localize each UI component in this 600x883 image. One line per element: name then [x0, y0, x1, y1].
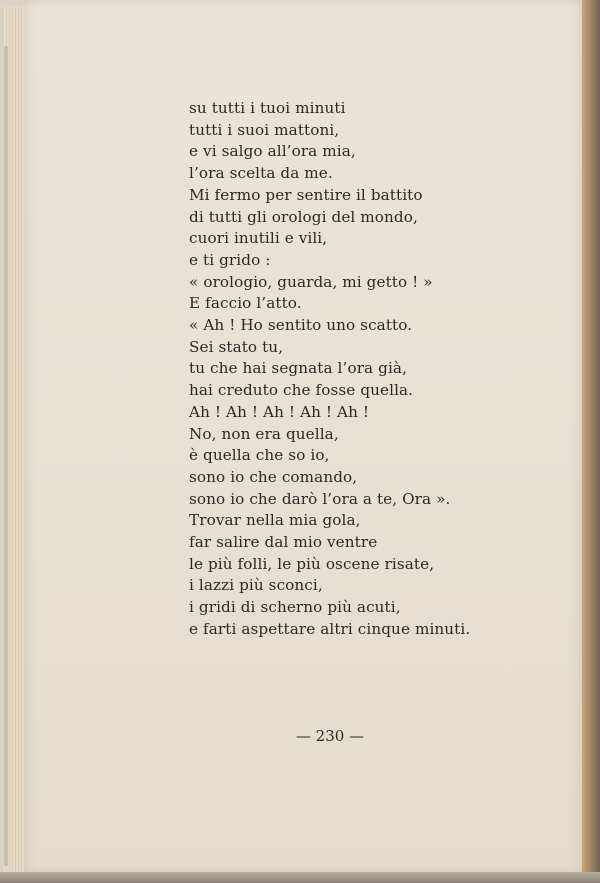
poem-line: l’ora scelta da me. [189, 164, 333, 183]
poem-line: e farti aspettare altri cinque minuti. [189, 619, 471, 638]
poem-line: sono io che comando, [189, 467, 358, 486]
bottom-shadow [0, 872, 600, 883]
poem-line: No, non era quella, [189, 424, 339, 443]
poem-line: e ti grido : [189, 250, 271, 269]
binding-shadow [582, 0, 600, 883]
poem-line: sono io che darò l’ora a te, Ora ». [189, 489, 451, 508]
poem-line: tu che hai segnata l’ora già, [189, 359, 407, 378]
poem-line: e vi salgo all’ora mia, [189, 142, 356, 161]
poem-line: su tutti i tuoi minuti [189, 99, 346, 117]
poem-line: i lazzi più sconci, [189, 576, 323, 595]
poem-line: « orologio, guarda, mi getto ! » [189, 272, 433, 291]
poem-line: è quella che so io, [189, 446, 330, 465]
poem-line: cuori inutili e vili, [189, 229, 328, 248]
poem-line: Ah ! Ah ! Ah ! Ah ! Ah ! [189, 402, 370, 421]
poem-line: far salire dal mio ventre [189, 533, 378, 552]
poem-line: le più folli, le più oscene risate, [189, 554, 435, 573]
poem-line: i gridi di scherno più acuti, [189, 598, 401, 617]
poem-line: di tutti gli orologi del mondo, [189, 207, 418, 226]
poem-text [189, 98, 509, 641]
poem-line: tutti i suoi mattoni, [189, 120, 340, 139]
poem-line: E faccio l’atto. [189, 294, 302, 313]
poem-line: Mi fermo per sentire il battito [189, 185, 423, 204]
poem-line: Trovar nella mia gola, [189, 511, 361, 530]
poem-line: Sei stato tu, [189, 337, 284, 356]
poem-line: hai creduto che fosse quella. [189, 381, 414, 400]
page-number: — 230 — [295, 727, 365, 745]
poem-line: « Ah ! Ho sentito uno scatto. [189, 316, 413, 335]
